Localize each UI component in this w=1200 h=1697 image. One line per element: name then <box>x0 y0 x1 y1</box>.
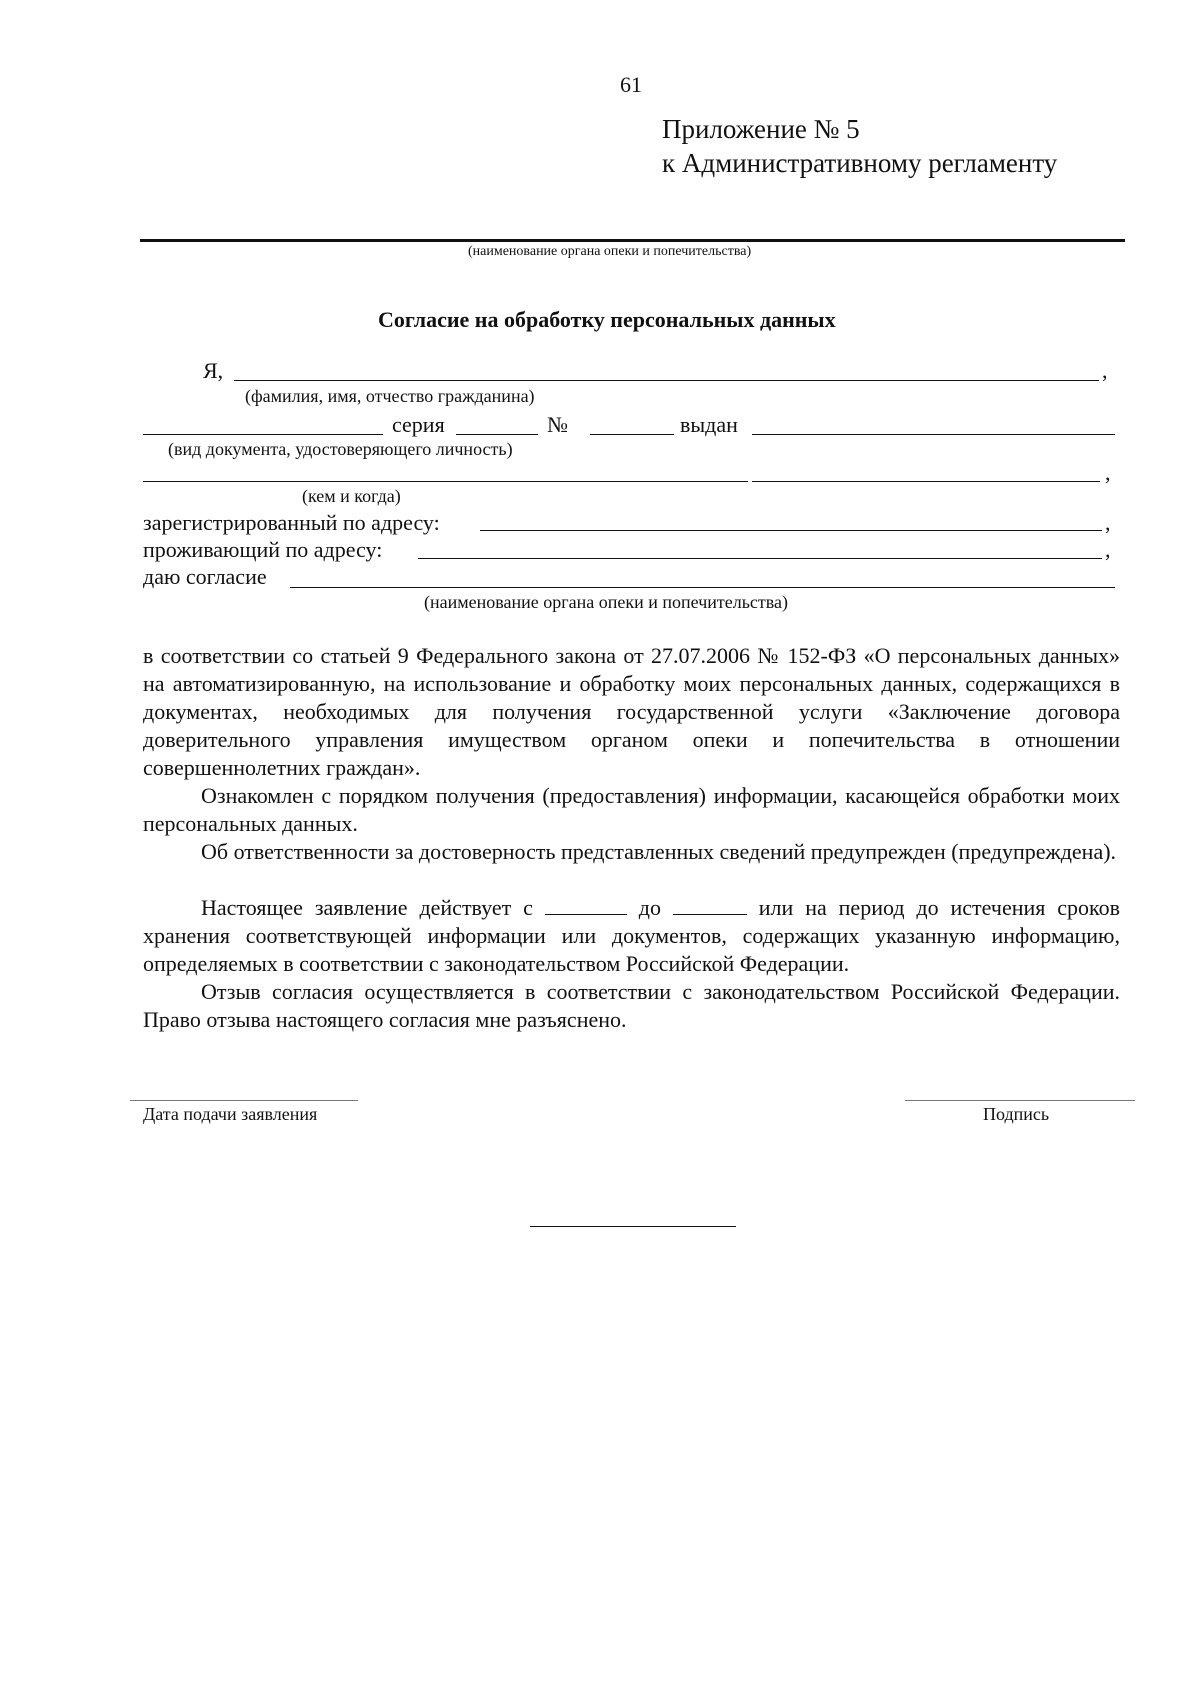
consent-authority-field[interactable] <box>290 587 1115 588</box>
by-whom-caption: (кем и когда) <box>302 486 401 506</box>
i-label: Я, <box>203 358 224 383</box>
by-whom-comma: , <box>1105 460 1111 485</box>
number-field[interactable] <box>590 434 674 435</box>
appendix-title: Приложение № 5 <box>662 114 860 144</box>
paragraph-validity <box>143 894 1120 978</box>
signature-label: Подпись <box>983 1104 1050 1124</box>
registered-label: зарегистрированный по адресу: <box>143 510 440 535</box>
name-caption: (фамилия, имя, отчество гражданина) <box>245 386 535 406</box>
doc-type-field[interactable] <box>143 434 383 435</box>
end-separator <box>530 1226 736 1227</box>
series-label: серия <box>392 412 445 437</box>
authority-caption: (наименование органа опеки и попечительства) <box>468 244 752 259</box>
signature-line[interactable] <box>905 1100 1135 1101</box>
validity-to-label: до <box>638 895 661 920</box>
living-address-field[interactable] <box>418 558 1102 559</box>
number-label: № <box>547 412 568 437</box>
paragraph-revocation: Отзыв согласия осуществляется в соответствии с законодательством Российской Федерации. Право отзыва настоящего согласия мне разъяснено. <box>143 979 1120 1032</box>
validity-rest: или на период до истечения сроков хранения соответствующей информации или документов, содержащих указанную информацию, определяемых в соответствии с законодательством Российской Федерации. <box>143 895 1121 976</box>
page-number: 61 <box>620 72 642 97</box>
living-label: проживающий по адресу: <box>143 537 383 562</box>
authority-line <box>140 239 1125 242</box>
date-line[interactable] <box>130 1100 358 1101</box>
doc-caption: (вид документа, удостоверяющего личность) <box>168 439 513 459</box>
registered-comma: , <box>1105 510 1111 535</box>
issued-field[interactable] <box>752 434 1115 435</box>
appendix-regulation: к Административному регламенту <box>662 148 1058 178</box>
paragraph-acquainted: Ознакомлен с порядком получения (предоставления) информации, касающейся обработки моих персональных данных. <box>143 783 1120 836</box>
validity-from-field[interactable] <box>545 894 627 915</box>
name-field[interactable] <box>234 380 1099 381</box>
validity-from-label: Настоящее заявление действует с <box>201 895 533 920</box>
date-label: Дата подачи заявления <box>143 1104 318 1124</box>
issued-label: выдан <box>680 412 738 437</box>
consent-caption: (наименование органа опеки и попечительства) <box>424 592 789 612</box>
by-whom-field-b[interactable] <box>752 481 1100 482</box>
validity-to-field[interactable] <box>673 894 747 915</box>
by-whom-field-a[interactable] <box>143 481 748 482</box>
registered-address-field[interactable] <box>480 530 1102 531</box>
living-comma: , <box>1105 537 1111 562</box>
series-field[interactable] <box>456 434 538 435</box>
paragraph-law: в соответствии со статьей 9 Федерального закона от 27.07.2006 № 152-ФЗ «О персональных данных» на автоматизированную, на использование и обработку моих персональных данных, содержащихся в документах, необходимых для получения государственной услуги «Заключение договора доверительного управления имуществом органом опеки и попечительства в отношении совершеннолетних граждан». <box>143 643 1120 780</box>
document-title: Согласие на обработку персональных данных <box>378 307 836 332</box>
consent-label: даю согласие <box>143 564 267 589</box>
paragraph-responsibility: Об ответственности за достоверность представленных сведений предупрежден (предупреждена). <box>201 839 1117 864</box>
name-comma: , <box>1102 358 1108 383</box>
